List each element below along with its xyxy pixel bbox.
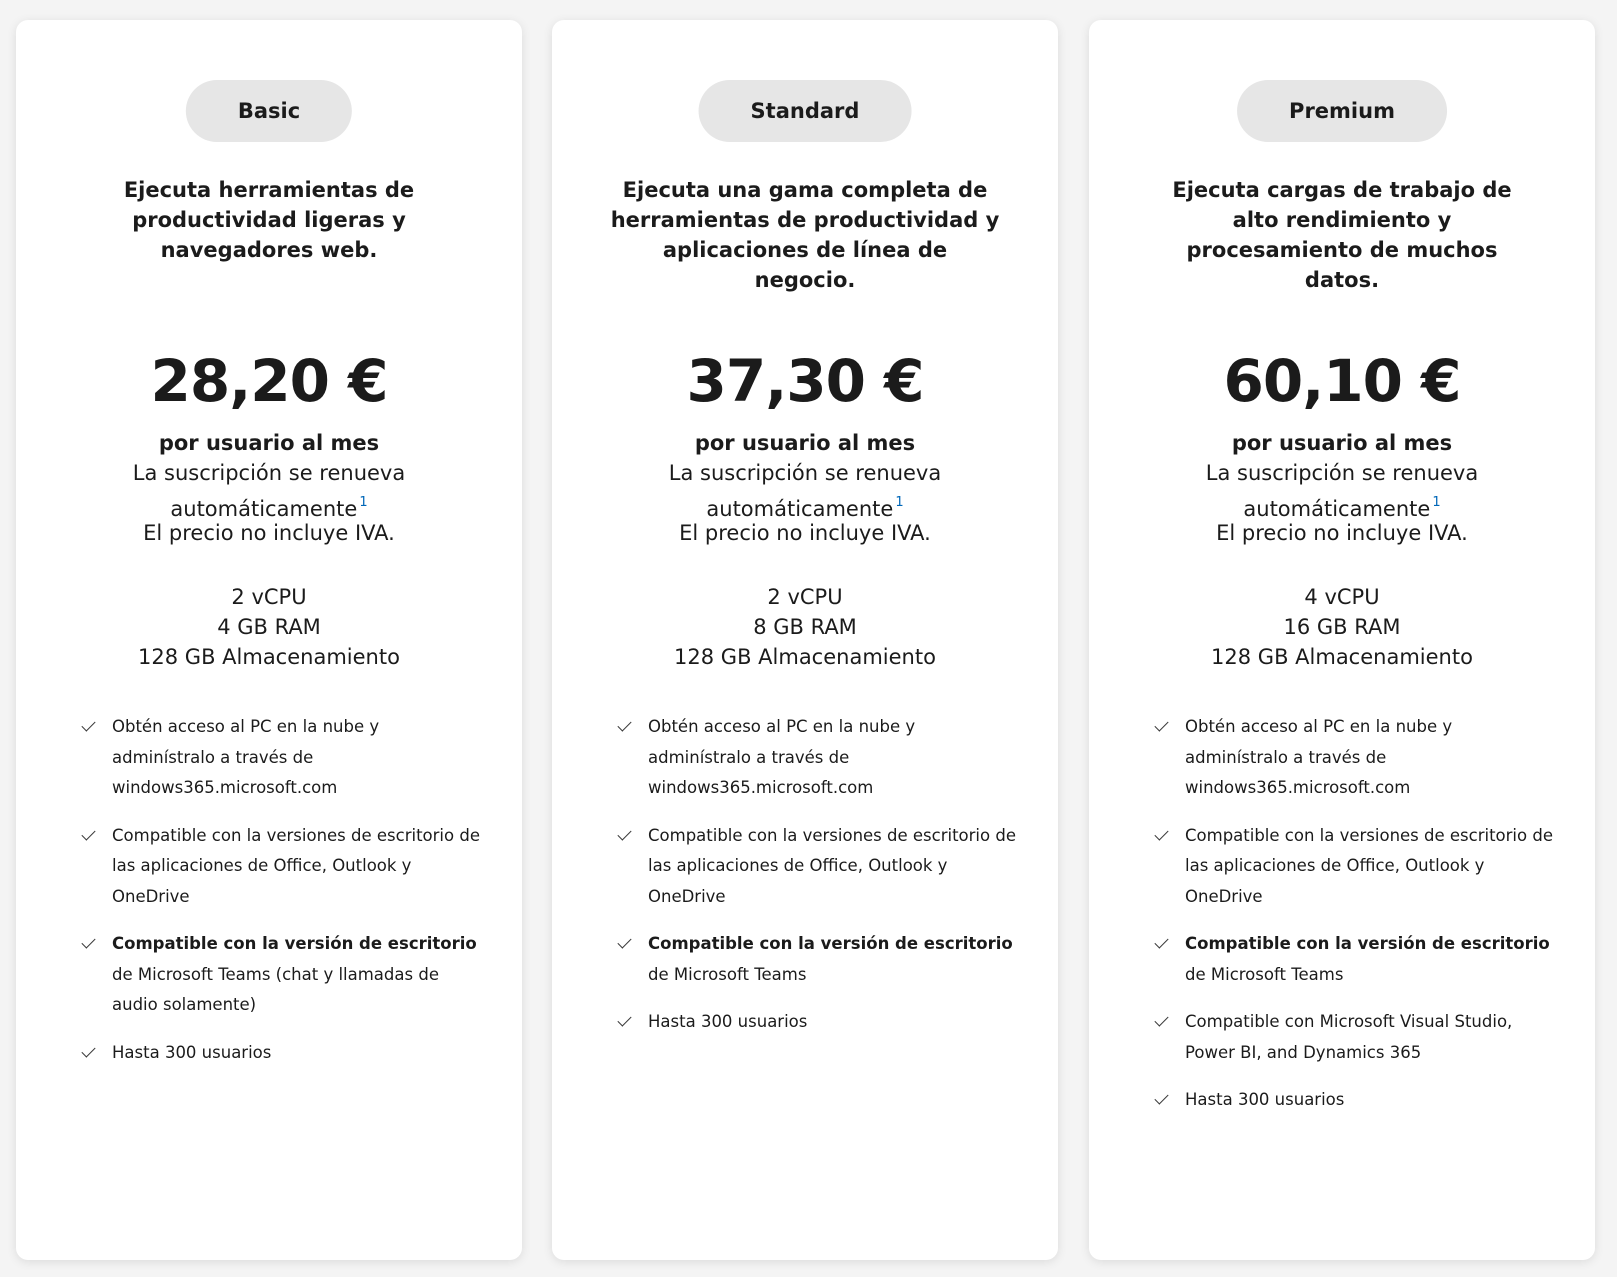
spec-ram: 8 GB RAM [753,615,857,639]
plan-description: Ejecuta una gama completa de herramientas de productividad y aplicaciones de línea de negocio. [610,178,1000,292]
renewal-note [119,458,419,524]
feature-list [618,712,1018,1055]
plan-card-premium [1089,20,1595,1260]
check-icon [81,826,95,840]
check-icon [81,934,95,948]
renewal-text: La suscripción se renueva automáticamente [668,461,942,521]
price-per-user: por usuario al mes [158,431,380,455]
feature-item: Compatible con la versiones de escritorio de las aplicaciones de Office, Outlook y OneDrive [1155,821,1555,913]
price-per-user: por usuario al mes [1231,431,1453,455]
feature-item: Compatible con la versión de escritorio de Microsoft Teams [618,929,1018,990]
tax-note: El precio no incluye IVA. [679,521,931,545]
check-icon [617,934,631,948]
plan-specs [552,582,1058,672]
check-icon [1154,934,1168,948]
footnote-link[interactable]: 1 [359,495,368,510]
plan-specs [1089,582,1595,672]
spec-cpu: 4 vCPU [1304,585,1380,609]
check-icon [81,1043,95,1057]
check-icon [1154,717,1168,731]
feature-item: Obtén acceso al PC en la nube y adminístralo a través de windows365.microsoft.com [618,712,1018,804]
plan-price: 28,20 € [150,347,388,415]
renewal-text: La suscripción se renueva automáticamente [1205,461,1479,521]
price-per-user: por usuario al mes [694,431,916,455]
renewal-text: La suscripción se renueva automáticamente [132,461,406,521]
feature-item: Compatible con la versiones de escritorio de las aplicaciones de Office, Outlook y OneDrive [82,821,482,913]
check-icon [1154,1090,1168,1104]
spec-ram: 16 GB RAM [1283,615,1401,639]
feature-item: Compatible con la versión de escritorio de Microsoft Teams (chat y llamadas de audio solamente) [82,929,482,1021]
spec-cpu: 2 vCPU [767,585,843,609]
feature-item: Obtén acceso al PC en la nube y adminístralo a través de windows365.microsoft.com [82,712,482,804]
feature-list [82,712,482,1085]
plan-name-badge: Premium [1237,80,1447,142]
spec-ram: 4 GB RAM [217,615,321,639]
check-icon [1154,1012,1168,1026]
plan-price: 60,10 € [1223,347,1461,415]
spec-cpu: 2 vCPU [231,585,307,609]
feature-item: Hasta 300 usuarios [1155,1085,1555,1116]
spec-storage: 128 GB Almacenamiento [674,645,936,669]
tax-note: El precio no incluye IVA. [143,521,395,545]
feature-item: Hasta 300 usuarios [618,1007,1018,1038]
check-icon [81,717,95,731]
check-icon [1154,826,1168,840]
plan-specs [16,582,522,672]
plan-name-badge: Standard [699,80,912,142]
feature-item: Hasta 300 usuarios [82,1038,482,1069]
spec-storage: 128 GB Almacenamiento [1211,645,1473,669]
tax-note: El precio no incluye IVA. [1216,521,1468,545]
check-icon [617,1012,631,1026]
plan-price: 37,30 € [686,347,924,415]
spec-storage: 128 GB Almacenamiento [138,645,400,669]
plan-card-basic [16,20,522,1260]
check-icon [617,826,631,840]
footnote-link[interactable]: 1 [895,495,904,510]
check-icon [617,717,631,731]
feature-item: Compatible con la versiones de escritorio de las aplicaciones de Office, Outlook y OneDrive [618,821,1018,913]
feature-list [1155,712,1555,1133]
renewal-note [1192,458,1492,524]
plan-name-badge: Basic [186,80,352,142]
plan-card-standard [552,20,1058,1260]
plan-description: Ejecuta cargas de trabajo de alto rendimiento y procesamiento de muchos datos. [1172,178,1512,292]
footnote-link[interactable]: 1 [1432,495,1441,510]
plan-description: Ejecuta herramientas de productividad ligeras y navegadores web. [123,178,415,262]
renewal-note [655,458,955,524]
feature-item: Obtén acceso al PC en la nube y adminístralo a través de windows365.microsoft.com [1155,712,1555,804]
feature-item: Compatible con la versión de escritorio de Microsoft Teams [1155,929,1555,990]
feature-item: Compatible con Microsoft Visual Studio, Power BI, and Dynamics 365 [1155,1007,1555,1068]
